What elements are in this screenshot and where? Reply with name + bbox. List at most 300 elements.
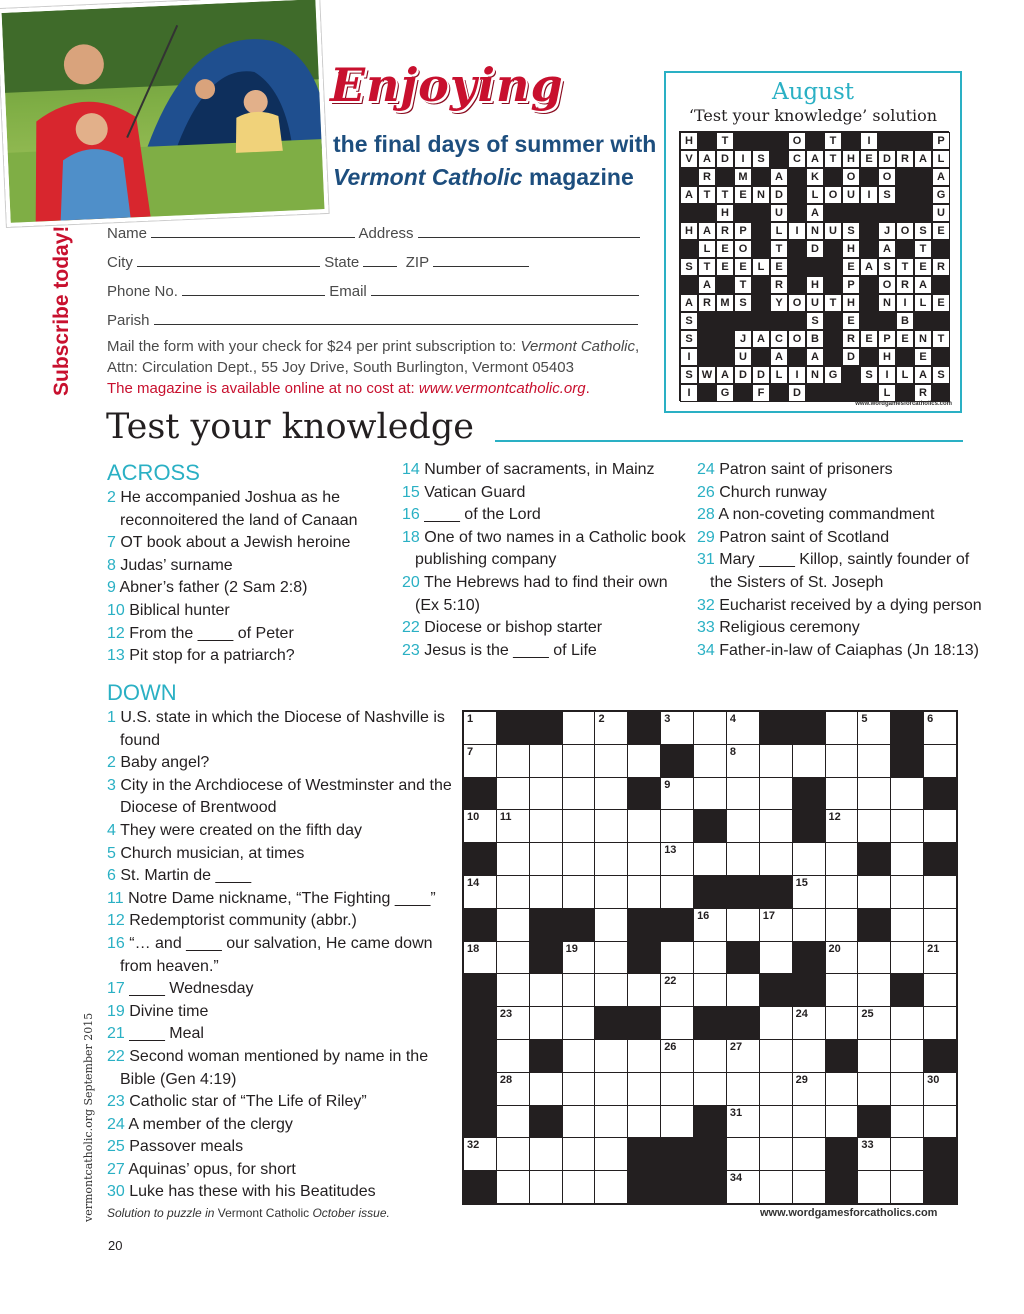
- solution-black-cell: [914, 168, 932, 186]
- crossword-cell[interactable]: [826, 876, 858, 908]
- down-clue-number: 4: [107, 821, 121, 839]
- crossword-cell[interactable]: [793, 1040, 825, 1072]
- crossword-cell[interactable]: [595, 909, 627, 941]
- address-label: Address: [358, 225, 414, 242]
- crossword-cell[interactable]: [891, 1040, 923, 1072]
- crossword-cell[interactable]: [661, 810, 693, 842]
- crossword-cell[interactable]: [858, 1040, 890, 1072]
- crossword-cell[interactable]: [661, 1073, 693, 1105]
- across-clue-number: 33: [697, 619, 720, 637]
- solution-cell: G: [932, 186, 950, 204]
- crossword-cell[interactable]: [497, 1171, 529, 1203]
- solution-cell: J: [878, 222, 896, 240]
- solution-cell: S: [680, 366, 698, 384]
- crossword-cell[interactable]: [694, 909, 726, 941]
- crossword-cell[interactable]: [858, 712, 890, 744]
- crossword-cell[interactable]: [628, 1040, 660, 1072]
- crossword-cell[interactable]: [464, 745, 496, 777]
- crossword-cell[interactable]: [563, 712, 595, 744]
- crossword-cell[interactable]: [858, 1073, 890, 1105]
- across-col-1: [107, 459, 392, 668]
- crossword-cell[interactable]: [727, 974, 759, 1006]
- down-clue-text: Redemptorist community (abbr.): [129, 912, 357, 930]
- crossword-cell[interactable]: [497, 843, 529, 875]
- crossword-cell[interactable]: [727, 1138, 759, 1170]
- crossword-cell[interactable]: [595, 745, 627, 777]
- crossword-cell[interactable]: [497, 778, 529, 810]
- crossword-cell[interactable]: [826, 942, 858, 974]
- crossword-cell[interactable]: [760, 1138, 792, 1170]
- crossword-cell[interactable]: [661, 876, 693, 908]
- solution-cell: L: [914, 294, 932, 312]
- crossword-cell[interactable]: [563, 942, 595, 974]
- crossword-cell[interactable]: [826, 745, 858, 777]
- down-clue-number: 23: [107, 1093, 130, 1111]
- down-clue-text: Second woman mentioned by name in the Bible (Gen 4:19): [120, 1047, 429, 1088]
- crossword-grid[interactable]: [462, 710, 958, 1205]
- crossword-cell[interactable]: [858, 876, 890, 908]
- crossword-cell[interactable]: [760, 909, 792, 941]
- crossword-cell[interactable]: [727, 810, 759, 842]
- solution-cell: R: [896, 276, 914, 294]
- crossword-cell[interactable]: [595, 974, 627, 1006]
- crossword-cell[interactable]: [464, 942, 496, 974]
- crossword-cell[interactable]: [661, 712, 693, 744]
- down-clue-number: 27: [107, 1160, 129, 1178]
- crossword-cell[interactable]: [694, 1040, 726, 1072]
- crossword-cell[interactable]: [563, 876, 595, 908]
- solution-cell: O: [896, 222, 914, 240]
- crossword-cell[interactable]: [497, 1040, 529, 1072]
- clue-number: 19: [565, 942, 578, 955]
- crossword-cell[interactable]: [497, 810, 529, 842]
- across-clue-text: Patron saint of prisoners: [719, 461, 893, 478]
- crossword-cell[interactable]: [760, 1040, 792, 1072]
- crossword-cell[interactable]: [661, 1007, 693, 1039]
- clue-number: 10: [467, 811, 480, 824]
- crossword-cell[interactable]: [661, 1040, 693, 1072]
- solution-cell: S: [680, 312, 698, 330]
- crossword-cell[interactable]: [530, 843, 562, 875]
- crossword-cell[interactable]: [858, 974, 890, 1006]
- crossword-cell[interactable]: [760, 1106, 792, 1138]
- down-clue-25: [107, 1136, 452, 1159]
- solution-cell: T: [698, 258, 716, 276]
- crossword-cell[interactable]: [595, 1171, 627, 1203]
- crossword-cell[interactable]: [464, 810, 496, 842]
- crossword-cell[interactable]: [826, 1007, 858, 1039]
- solution-black-cell: [896, 186, 914, 204]
- crossword-cell[interactable]: [924, 1007, 956, 1039]
- crossword-cell[interactable]: [595, 942, 627, 974]
- crossword-cell[interactable]: [924, 745, 956, 777]
- solution-cell: Y: [770, 294, 788, 312]
- name-field[interactable]: [151, 224, 355, 238]
- crossword-cell[interactable]: [826, 843, 858, 875]
- across-clue-text: Eucharist received by a dying person: [719, 596, 982, 614]
- zip-field[interactable]: [433, 253, 529, 267]
- crossword-cell[interactable]: [891, 843, 923, 875]
- solution-black-cell: [824, 312, 842, 330]
- puzzle-title: Test your knowledge: [106, 407, 474, 447]
- solution-black-cell: [716, 330, 734, 348]
- solution-black-cell: [860, 348, 878, 366]
- crossword-cell[interactable]: [530, 1007, 562, 1039]
- crossword-cell[interactable]: [563, 1106, 595, 1138]
- state-field[interactable]: [363, 253, 397, 267]
- crossword-cell[interactable]: [530, 974, 562, 1006]
- crossword-cell[interactable]: [760, 1007, 792, 1039]
- crossword-cell[interactable]: [563, 843, 595, 875]
- solution-black-cell: [932, 312, 950, 330]
- crossword-black-cell: [891, 745, 923, 777]
- crossword-cell[interactable]: [891, 876, 923, 908]
- down-clue-text: City in the Archdiocese of Westminster and the Diocese of Brentwood: [120, 776, 452, 817]
- parish-field[interactable]: [154, 311, 638, 325]
- crossword-cell[interactable]: [661, 778, 693, 810]
- crossword-cell[interactable]: [727, 745, 759, 777]
- crossword-cell[interactable]: [826, 1106, 858, 1138]
- crossword-cell[interactable]: [924, 974, 956, 1006]
- solution-cell: I: [680, 384, 698, 402]
- crossword-cell[interactable]: [628, 876, 660, 908]
- solution-cell: N: [914, 330, 932, 348]
- crossword-cell[interactable]: [727, 1073, 759, 1105]
- crossword-cell[interactable]: [464, 1138, 496, 1170]
- down-clue-4: [107, 820, 452, 843]
- solution-cell: H: [680, 132, 698, 150]
- crossword-cell[interactable]: [793, 876, 825, 908]
- across-clue-text: Patron saint of Scotland: [719, 528, 890, 546]
- crossword-cell[interactable]: [694, 942, 726, 974]
- solution-cell: A: [716, 366, 734, 384]
- crossword-cell[interactable]: [464, 876, 496, 908]
- crossword-cell[interactable]: [694, 843, 726, 875]
- crossword-cell[interactable]: [727, 1040, 759, 1072]
- across-clue-29: [697, 527, 987, 550]
- crossword-cell[interactable]: [760, 1171, 792, 1203]
- solution-cell: G: [716, 384, 734, 402]
- solution-cell: T: [716, 132, 734, 150]
- phone-field[interactable]: [182, 282, 325, 296]
- crossword-cell[interactable]: [858, 745, 890, 777]
- crossword-cell[interactable]: [891, 1106, 923, 1138]
- clue-number: 15: [795, 876, 808, 889]
- crossword-cell[interactable]: [727, 778, 759, 810]
- across-clue-18: [402, 527, 692, 572]
- crossword-cell[interactable]: [727, 909, 759, 941]
- solution-cell: T: [716, 186, 734, 204]
- solution-cell: L: [806, 186, 824, 204]
- crossword-cell[interactable]: [924, 712, 956, 744]
- crossword-cell[interactable]: [760, 942, 792, 974]
- crossword-black-cell: [530, 909, 562, 941]
- solution-cell: T: [914, 240, 932, 258]
- solution-black-cell: [788, 276, 806, 294]
- solution-cell: T: [770, 240, 788, 258]
- crossword-cell[interactable]: [826, 712, 858, 744]
- crossword-cell[interactable]: [595, 843, 627, 875]
- across-clue-24: [697, 459, 987, 482]
- crossword-cell[interactable]: [530, 1171, 562, 1203]
- crossword-cell[interactable]: [628, 745, 660, 777]
- solution-cell: A: [770, 168, 788, 186]
- email-label: Email: [329, 283, 367, 300]
- crossword-cell[interactable]: [826, 778, 858, 810]
- crossword-cell[interactable]: [595, 778, 627, 810]
- crossword-cell[interactable]: [793, 843, 825, 875]
- solution-cell: A: [806, 348, 824, 366]
- crossword-cell[interactable]: [628, 974, 660, 1006]
- crossword-cell[interactable]: [924, 876, 956, 908]
- solution-cell: E: [734, 186, 752, 204]
- crossword-cell[interactable]: [694, 712, 726, 744]
- clue-number: 25: [861, 1008, 874, 1021]
- solution-black-cell: [932, 348, 950, 366]
- solution-black-cell: [878, 132, 896, 150]
- crossword-black-cell: [464, 1007, 496, 1039]
- solution-cell: E: [716, 258, 734, 276]
- crossword-cell[interactable]: [563, 1073, 595, 1105]
- crossword-cell[interactable]: [497, 1138, 529, 1170]
- solution-cell: S: [752, 150, 770, 168]
- crossword-cell[interactable]: [497, 1073, 529, 1105]
- crossword-cell[interactable]: [497, 942, 529, 974]
- crossword-black-cell: [464, 778, 496, 810]
- crossword-cell[interactable]: [563, 1007, 595, 1039]
- across-clue-number: 31: [697, 551, 720, 569]
- solution-cell: N: [806, 222, 824, 240]
- crossword-cell[interactable]: [595, 1138, 627, 1170]
- solution-black-cell: [788, 186, 806, 204]
- crossword-cell[interactable]: [628, 1073, 660, 1105]
- solution-black-cell: [878, 204, 896, 222]
- crossword-cell[interactable]: [464, 712, 496, 744]
- crossword-cell[interactable]: [530, 810, 562, 842]
- crossword-cell[interactable]: [727, 843, 759, 875]
- crossword-cell[interactable]: [530, 1073, 562, 1105]
- solution-url: www.wordgamesforcatholics.com: [855, 401, 952, 407]
- down-clue-24: [107, 1114, 452, 1137]
- name-label: Name: [107, 225, 148, 242]
- crossword-cell[interactable]: [858, 810, 890, 842]
- solution-cell: R: [914, 384, 932, 402]
- crossword-cell[interactable]: [924, 1106, 956, 1138]
- crossword-black-cell: [793, 810, 825, 842]
- crossword-cell[interactable]: [924, 810, 956, 842]
- crossword-cell[interactable]: [595, 712, 627, 744]
- solution-cell: N: [806, 366, 824, 384]
- clue-number: 22: [664, 975, 677, 988]
- crossword-cell[interactable]: [760, 810, 792, 842]
- crossword-cell[interactable]: [628, 843, 660, 875]
- across-clue-text: Jesus is the ____ of Life: [424, 641, 597, 659]
- solution-cell: S: [878, 258, 896, 276]
- clue-number: 18: [467, 942, 480, 955]
- crossword-cell[interactable]: [793, 1007, 825, 1039]
- solution-black-cell: [914, 132, 932, 150]
- solution-cell: S: [914, 222, 932, 240]
- across-clue-31: [697, 549, 987, 594]
- solution-black-cell: [932, 240, 950, 258]
- city-field[interactable]: [137, 253, 320, 267]
- crossword-cell[interactable]: [891, 1007, 923, 1039]
- crossword-cell[interactable]: [595, 876, 627, 908]
- crossword-cell[interactable]: [793, 745, 825, 777]
- crossword-cell[interactable]: [595, 1040, 627, 1072]
- email-field[interactable]: [371, 282, 639, 296]
- solution-cell: N: [752, 186, 770, 204]
- crossword-cell[interactable]: [826, 810, 858, 842]
- address-field[interactable]: [418, 224, 640, 238]
- across-clue-text: ____ of the Lord: [424, 506, 541, 524]
- solution-cell: M: [716, 294, 734, 312]
- crossword-black-cell: [826, 1171, 858, 1203]
- crossword-cell[interactable]: [727, 712, 759, 744]
- crossword-cell[interactable]: [694, 974, 726, 1006]
- crossword-cell[interactable]: [924, 1073, 956, 1105]
- across-clue-22: [402, 617, 692, 640]
- down-clue-text: Catholic star of “The Life of Riley”: [129, 1093, 367, 1111]
- crossword-cell[interactable]: [924, 942, 956, 974]
- crossword-black-cell: [793, 942, 825, 974]
- crossword-cell[interactable]: [858, 1138, 890, 1170]
- crossword-cell[interactable]: [563, 1040, 595, 1072]
- crossword-cell[interactable]: [661, 1106, 693, 1138]
- crossword-cell[interactable]: [793, 1073, 825, 1105]
- crossword-cell[interactable]: [628, 810, 660, 842]
- crossword-cell[interactable]: [826, 1073, 858, 1105]
- crossword-cell[interactable]: [530, 778, 562, 810]
- crossword-cell[interactable]: [563, 1171, 595, 1203]
- crossword-cell[interactable]: [760, 778, 792, 810]
- crossword-black-cell: [628, 1171, 660, 1203]
- clue-number: 23: [499, 1008, 513, 1021]
- crossword-cell[interactable]: [497, 909, 529, 941]
- crossword-cell[interactable]: [924, 909, 956, 941]
- crossword-cell[interactable]: [793, 1138, 825, 1170]
- crossword-cell[interactable]: [694, 745, 726, 777]
- crossword-black-cell: [858, 1106, 890, 1138]
- down-clue-text: Baby angel?: [120, 754, 210, 772]
- down-clue-text: They were created on the fifth day: [120, 821, 362, 839]
- crossword-cell[interactable]: [563, 974, 595, 1006]
- crossword-cell[interactable]: [727, 1106, 759, 1138]
- solution-cell: A: [914, 276, 932, 294]
- solution-black-cell: [806, 258, 824, 276]
- crossword-black-cell: [694, 1007, 726, 1039]
- crossword-cell[interactable]: [891, 909, 923, 941]
- online-url[interactable]: www.vermontcatholic.org: [418, 380, 586, 397]
- clue-number: 28: [499, 1073, 513, 1086]
- crossword-cell[interactable]: [826, 974, 858, 1006]
- solution-cell: R: [896, 150, 914, 168]
- crossword-cell[interactable]: [727, 1171, 759, 1203]
- crossword-cell[interactable]: [760, 745, 792, 777]
- crossword-cell[interactable]: [891, 1073, 923, 1105]
- crossword-cell[interactable]: [497, 876, 529, 908]
- crossword-cell[interactable]: [694, 1073, 726, 1105]
- crossword-cell[interactable]: [858, 942, 890, 974]
- crossword-cell[interactable]: [563, 1138, 595, 1170]
- solution-cell: T: [698, 186, 716, 204]
- solution-black-cell: [896, 168, 914, 186]
- crossword-cell[interactable]: [530, 876, 562, 908]
- crossword-cell[interactable]: [530, 1138, 562, 1170]
- solution-black-cell: [788, 348, 806, 366]
- solution-cell: L: [896, 366, 914, 384]
- crossword-cell[interactable]: [563, 778, 595, 810]
- crossword-cell[interactable]: [497, 1106, 529, 1138]
- crossword-cell[interactable]: [530, 745, 562, 777]
- solution-cell: U: [806, 294, 824, 312]
- puzzle-url: www.wordgamesforcatholics.com: [760, 1207, 938, 1219]
- down-clue-2: [107, 752, 452, 775]
- crossword-cell[interactable]: [497, 745, 529, 777]
- crossword-cell[interactable]: [891, 1171, 923, 1203]
- across-clue-28: [697, 504, 987, 527]
- crossword-cell[interactable]: [793, 1171, 825, 1203]
- crossword-cell[interactable]: [563, 745, 595, 777]
- crossword-cell[interactable]: [760, 1073, 792, 1105]
- clue-number: 29: [795, 1073, 808, 1086]
- crossword-cell[interactable]: [595, 1073, 627, 1105]
- solution-cell: D: [788, 384, 806, 402]
- across-clue-number: 28: [697, 506, 719, 524]
- crossword-cell[interactable]: [891, 942, 923, 974]
- crossword-cell[interactable]: [858, 1171, 890, 1203]
- down-clue-number: 24: [107, 1115, 129, 1133]
- crossword-cell[interactable]: [595, 1106, 627, 1138]
- phone-label: Phone No.: [107, 283, 178, 300]
- solution-cell: L: [770, 222, 788, 240]
- across-clue-text: Church runway: [719, 483, 827, 501]
- down-clue-11: [107, 888, 452, 911]
- across-clue-2: [107, 487, 392, 532]
- solution-black-cell: [788, 258, 806, 276]
- solution-cell: T: [896, 258, 914, 276]
- across-clue-text: Father-in-law of Caiaphas (Jn 18:13): [719, 641, 979, 659]
- down-clue-23: [107, 1091, 452, 1114]
- crossword-cell[interactable]: [858, 1007, 890, 1039]
- crossword-cell[interactable]: [497, 974, 529, 1006]
- crossword-cell[interactable]: [793, 909, 825, 941]
- crossword-cell[interactable]: [891, 810, 923, 842]
- crossword-cell[interactable]: [858, 778, 890, 810]
- solution-cell: K: [806, 168, 824, 186]
- solution-cell: R: [932, 258, 950, 276]
- tagline-magazine: Vermont Catholic: [333, 164, 523, 190]
- crossword-cell[interactable]: [694, 778, 726, 810]
- tagline-line1: the final days of summer with: [333, 131, 657, 157]
- crossword-cell[interactable]: [497, 1007, 529, 1039]
- crossword-cell[interactable]: [563, 810, 595, 842]
- crossword-cell[interactable]: [760, 843, 792, 875]
- crossword-cell[interactable]: [661, 974, 693, 1006]
- across-col-2: [402, 459, 692, 662]
- crossword-cell[interactable]: [628, 1106, 660, 1138]
- crossword-cell[interactable]: [661, 843, 693, 875]
- crossword-cell[interactable]: [793, 1106, 825, 1138]
- crossword-cell[interactable]: [595, 810, 627, 842]
- solution-black-cell: [716, 168, 734, 186]
- crossword-cell[interactable]: [891, 778, 923, 810]
- crossword-cell[interactable]: [826, 909, 858, 941]
- crossword-cell[interactable]: [661, 942, 693, 974]
- crossword-cell[interactable]: [891, 1138, 923, 1170]
- solution-cell: H: [842, 150, 860, 168]
- solution-cell: E: [860, 330, 878, 348]
